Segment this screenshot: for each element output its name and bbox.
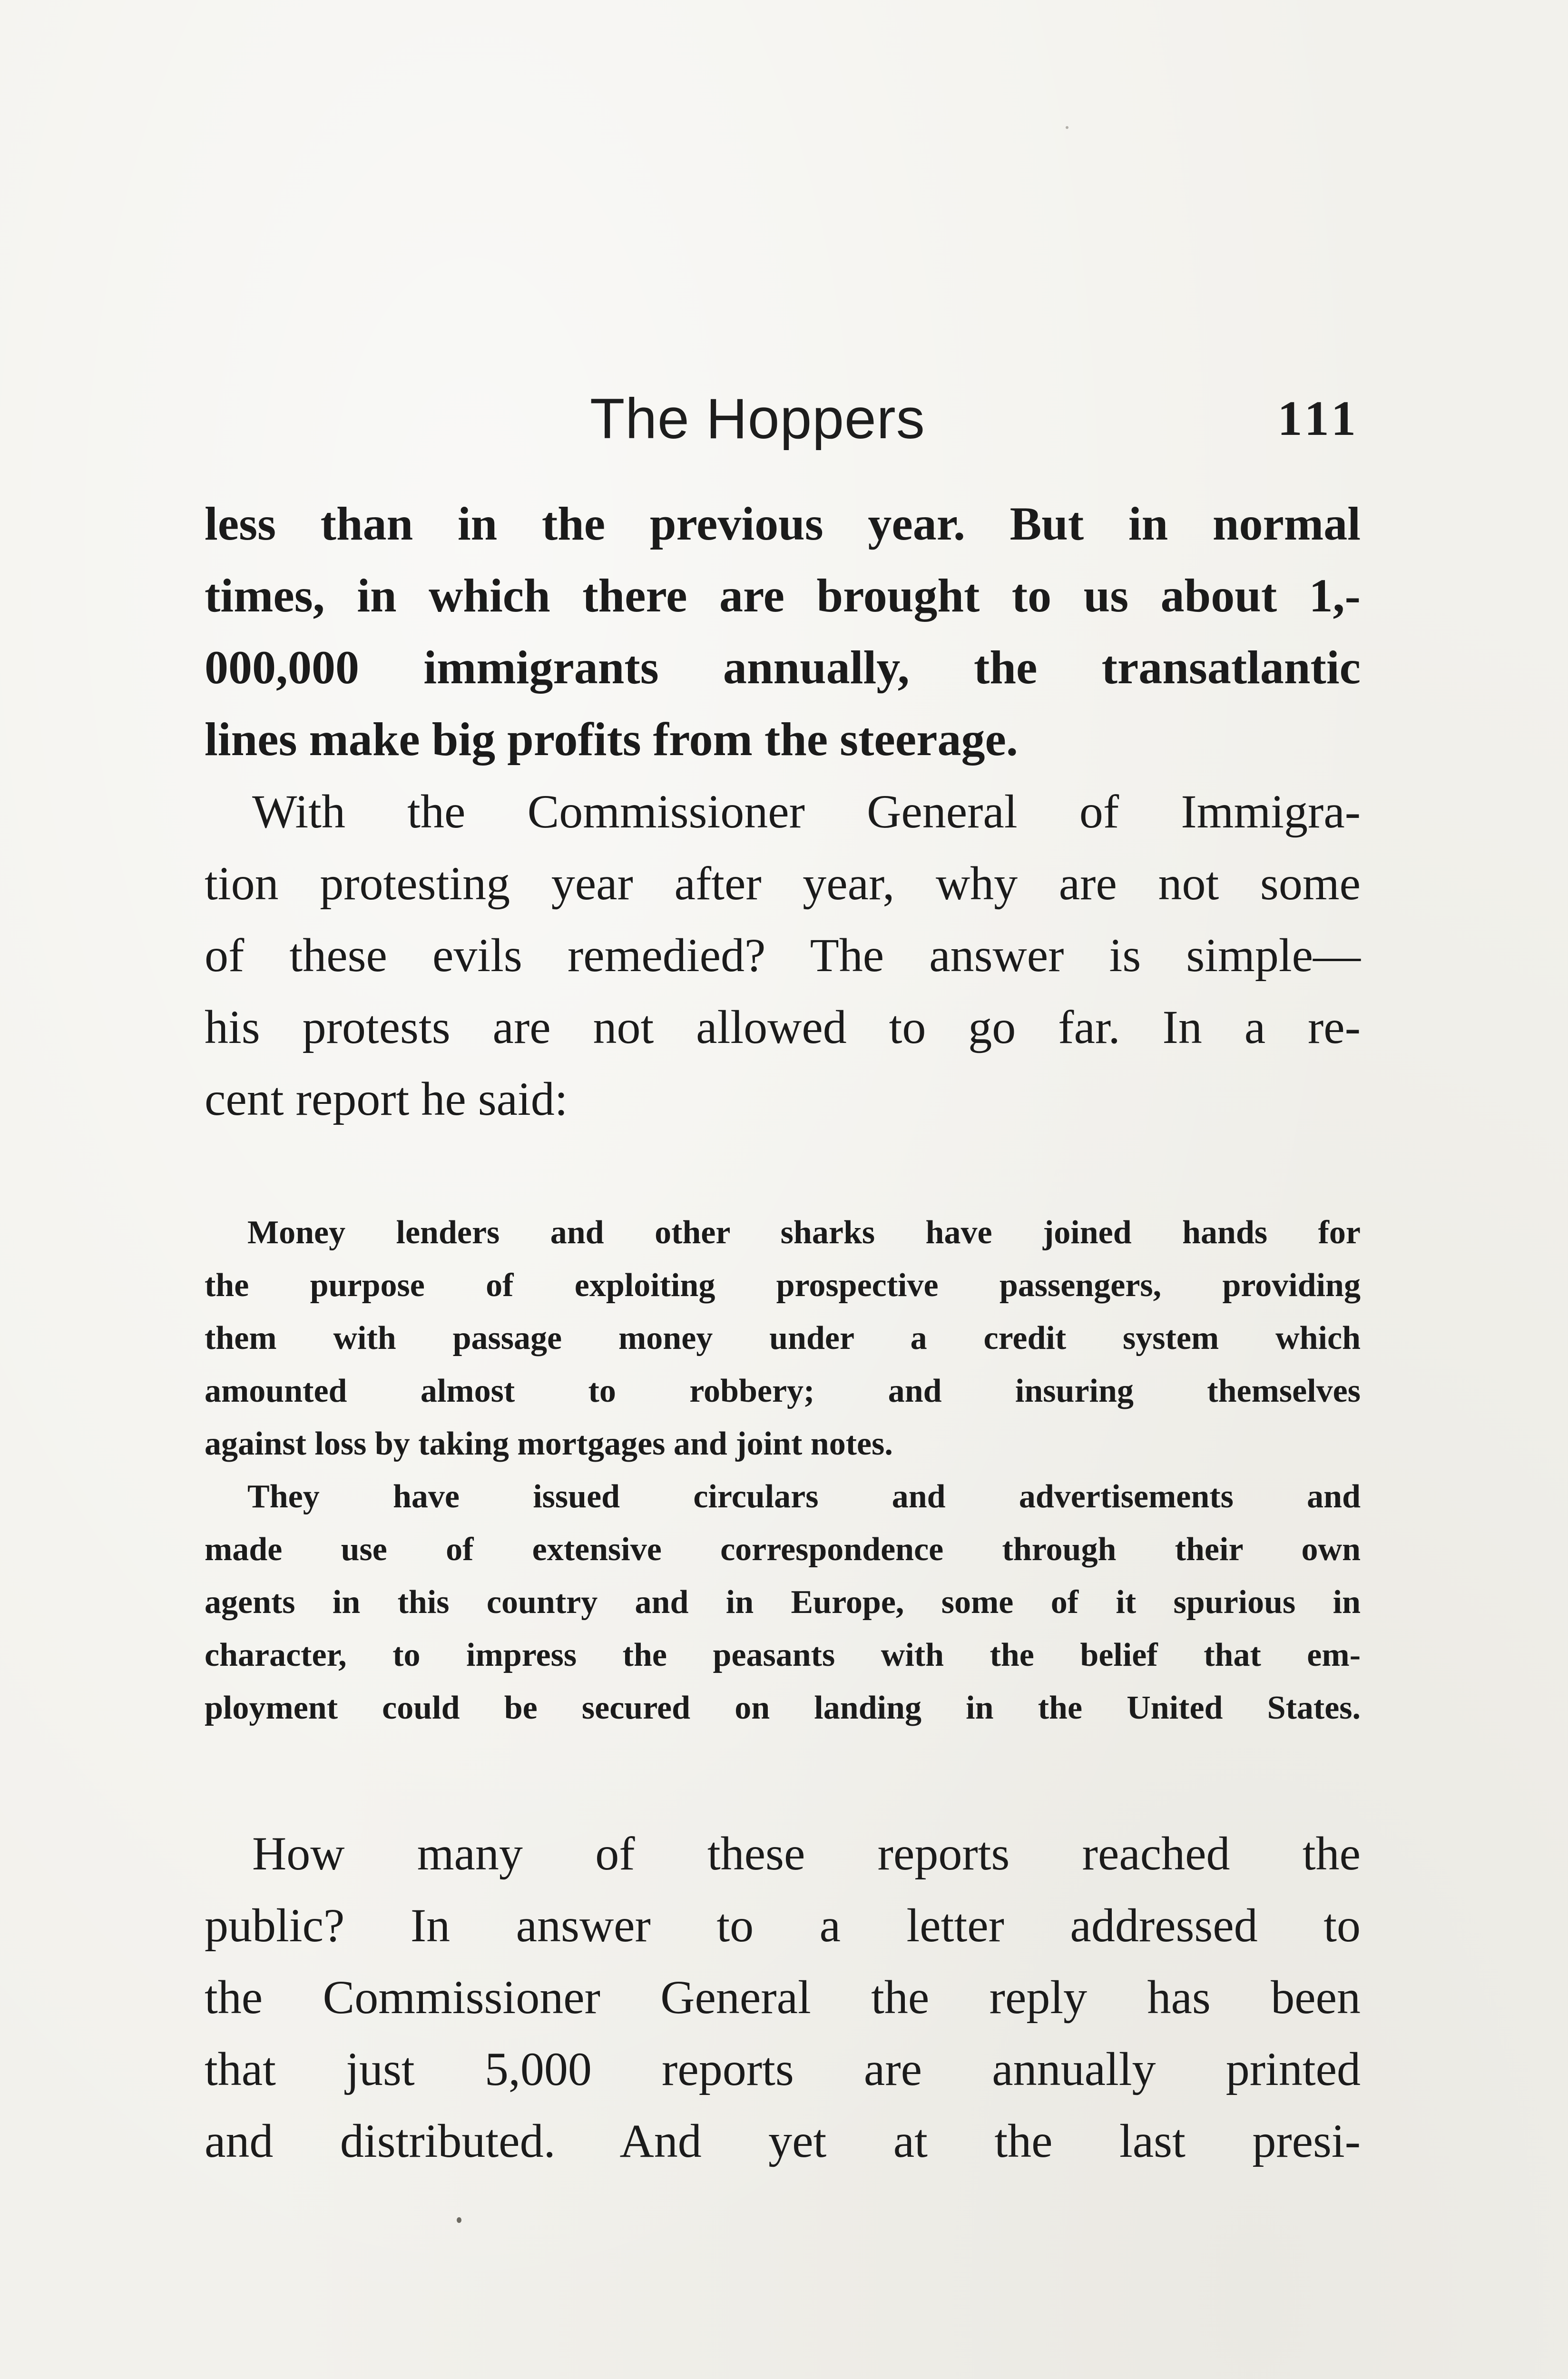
quote-line: Money lenders and other sharks have joined hands for [247,1214,1361,1251]
paragraph-line: times, in which there are brought to us about 1,- [205,569,1361,622]
paragraph-line: How many of these reports reached the [252,1827,1361,1880]
page-number: 111 [1277,391,1361,446]
quote-line: made use of extensive correspondence through their own [205,1531,1361,1568]
quote-line: amounted almost to robbery; and insuring themselves [205,1373,1361,1409]
paragraph-line: cent report he said: [205,1072,568,1125]
quote-line: They have issued circulars and advertisements and [247,1478,1361,1515]
paper-speck [1066,126,1068,129]
paragraph-line: tion protesting year after year, why are not some [205,857,1361,910]
block-quote [205,1206,1361,1734]
paragraph-line: public? In answer to a letter addressed to [205,1899,1361,1952]
paragraph-line: that just 5,000 reports are annually printed [205,2043,1361,2095]
paragraph-line: and distributed. And yet at the last presi- [205,2114,1361,2167]
quote-line: them with passage money under a credit system which [205,1320,1361,1357]
paragraph-line: With the Commissioner General of Immigra- [252,785,1361,838]
paragraph-line: the Commissioner General the reply has been [205,1971,1361,2024]
paragraph-2 [205,776,1361,1135]
quote-line: character, to impress the peasants with the belief that em- [205,1637,1361,1673]
quote-line: against loss by taking mortgages and joint notes. [205,1425,893,1462]
paragraph-line: less than in the previous year. But in normal [205,497,1361,550]
paragraph-line: his protests are not allowed to go far. In a re- [205,1001,1361,1053]
running-title: The Hoppers [590,387,925,451]
paragraph-line: lines make big profits from the steerage. [205,713,1018,766]
quote-line: ployment could be secured on landing in the United States. [205,1690,1361,1726]
paragraph-3 [205,1818,1361,2177]
paragraph-line: 000,000 immigrants annually, the transatlantic [205,641,1361,694]
quote-line: agents in this country and in Europe, some of it spurious in [205,1584,1361,1621]
running-header [590,381,1361,457]
paper-speck [457,2217,461,2223]
quote-line: the purpose of exploiting prospective passengers, providing [205,1267,1361,1304]
paragraph-1 [205,488,1361,775]
paragraph-line: of these evils remedied? The answer is simple— [205,929,1361,982]
